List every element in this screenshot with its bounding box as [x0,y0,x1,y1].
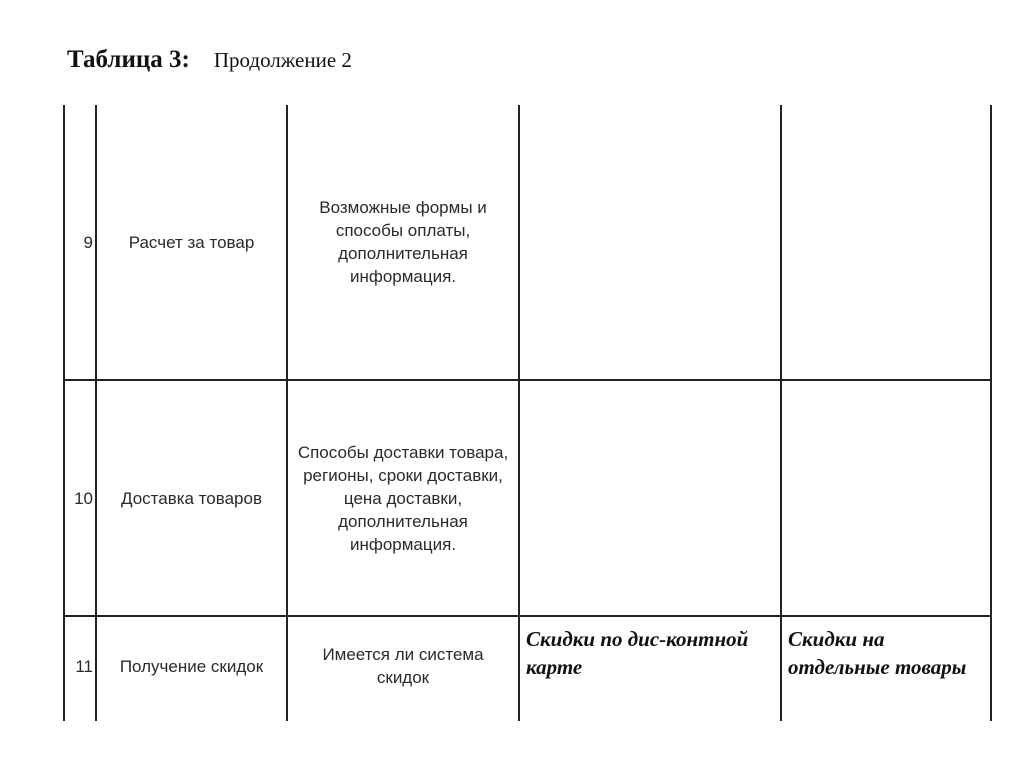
table-row [64,105,991,380]
row-answer-1-text [520,105,780,113]
row-description: Способы доставки товара, регионы, сроки доставки, цена доставки, дополнительная информация. [287,380,519,616]
data-table [63,105,992,721]
row-answer-1 [519,616,781,721]
row-answer-1-text: Скидки по дис-контной карте [526,627,749,679]
row-answer-2 [781,380,991,616]
row-description: Имеется ли система скидок [287,616,519,721]
row-name: Доставка товаров [96,380,287,616]
table-caption-subtitle: Продолжение 2 [213,48,352,72]
row-name: Получение скидок [96,616,287,721]
row-answer-2-text [782,381,990,389]
row-answer-2 [781,105,991,380]
row-answer-2-text [782,105,990,113]
row-description: Возможные формы и способы оплаты, дополнительная информация. [287,105,519,380]
row-answer-2 [781,616,991,721]
row-number: 11 [64,616,96,721]
row-number: 9 [64,105,96,380]
table-caption-label: Таблица 3: [67,46,190,73]
row-answer-1-text [520,381,780,389]
table-caption [67,46,352,74]
table-row [64,616,991,721]
row-number: 10 [64,380,96,616]
row-name: Расчет за товар [96,105,287,380]
row-answer-1 [519,380,781,616]
table-row [64,380,991,616]
row-answer-2-text: Скидки на отдельные товары [788,627,967,679]
row-answer-1 [519,105,781,380]
